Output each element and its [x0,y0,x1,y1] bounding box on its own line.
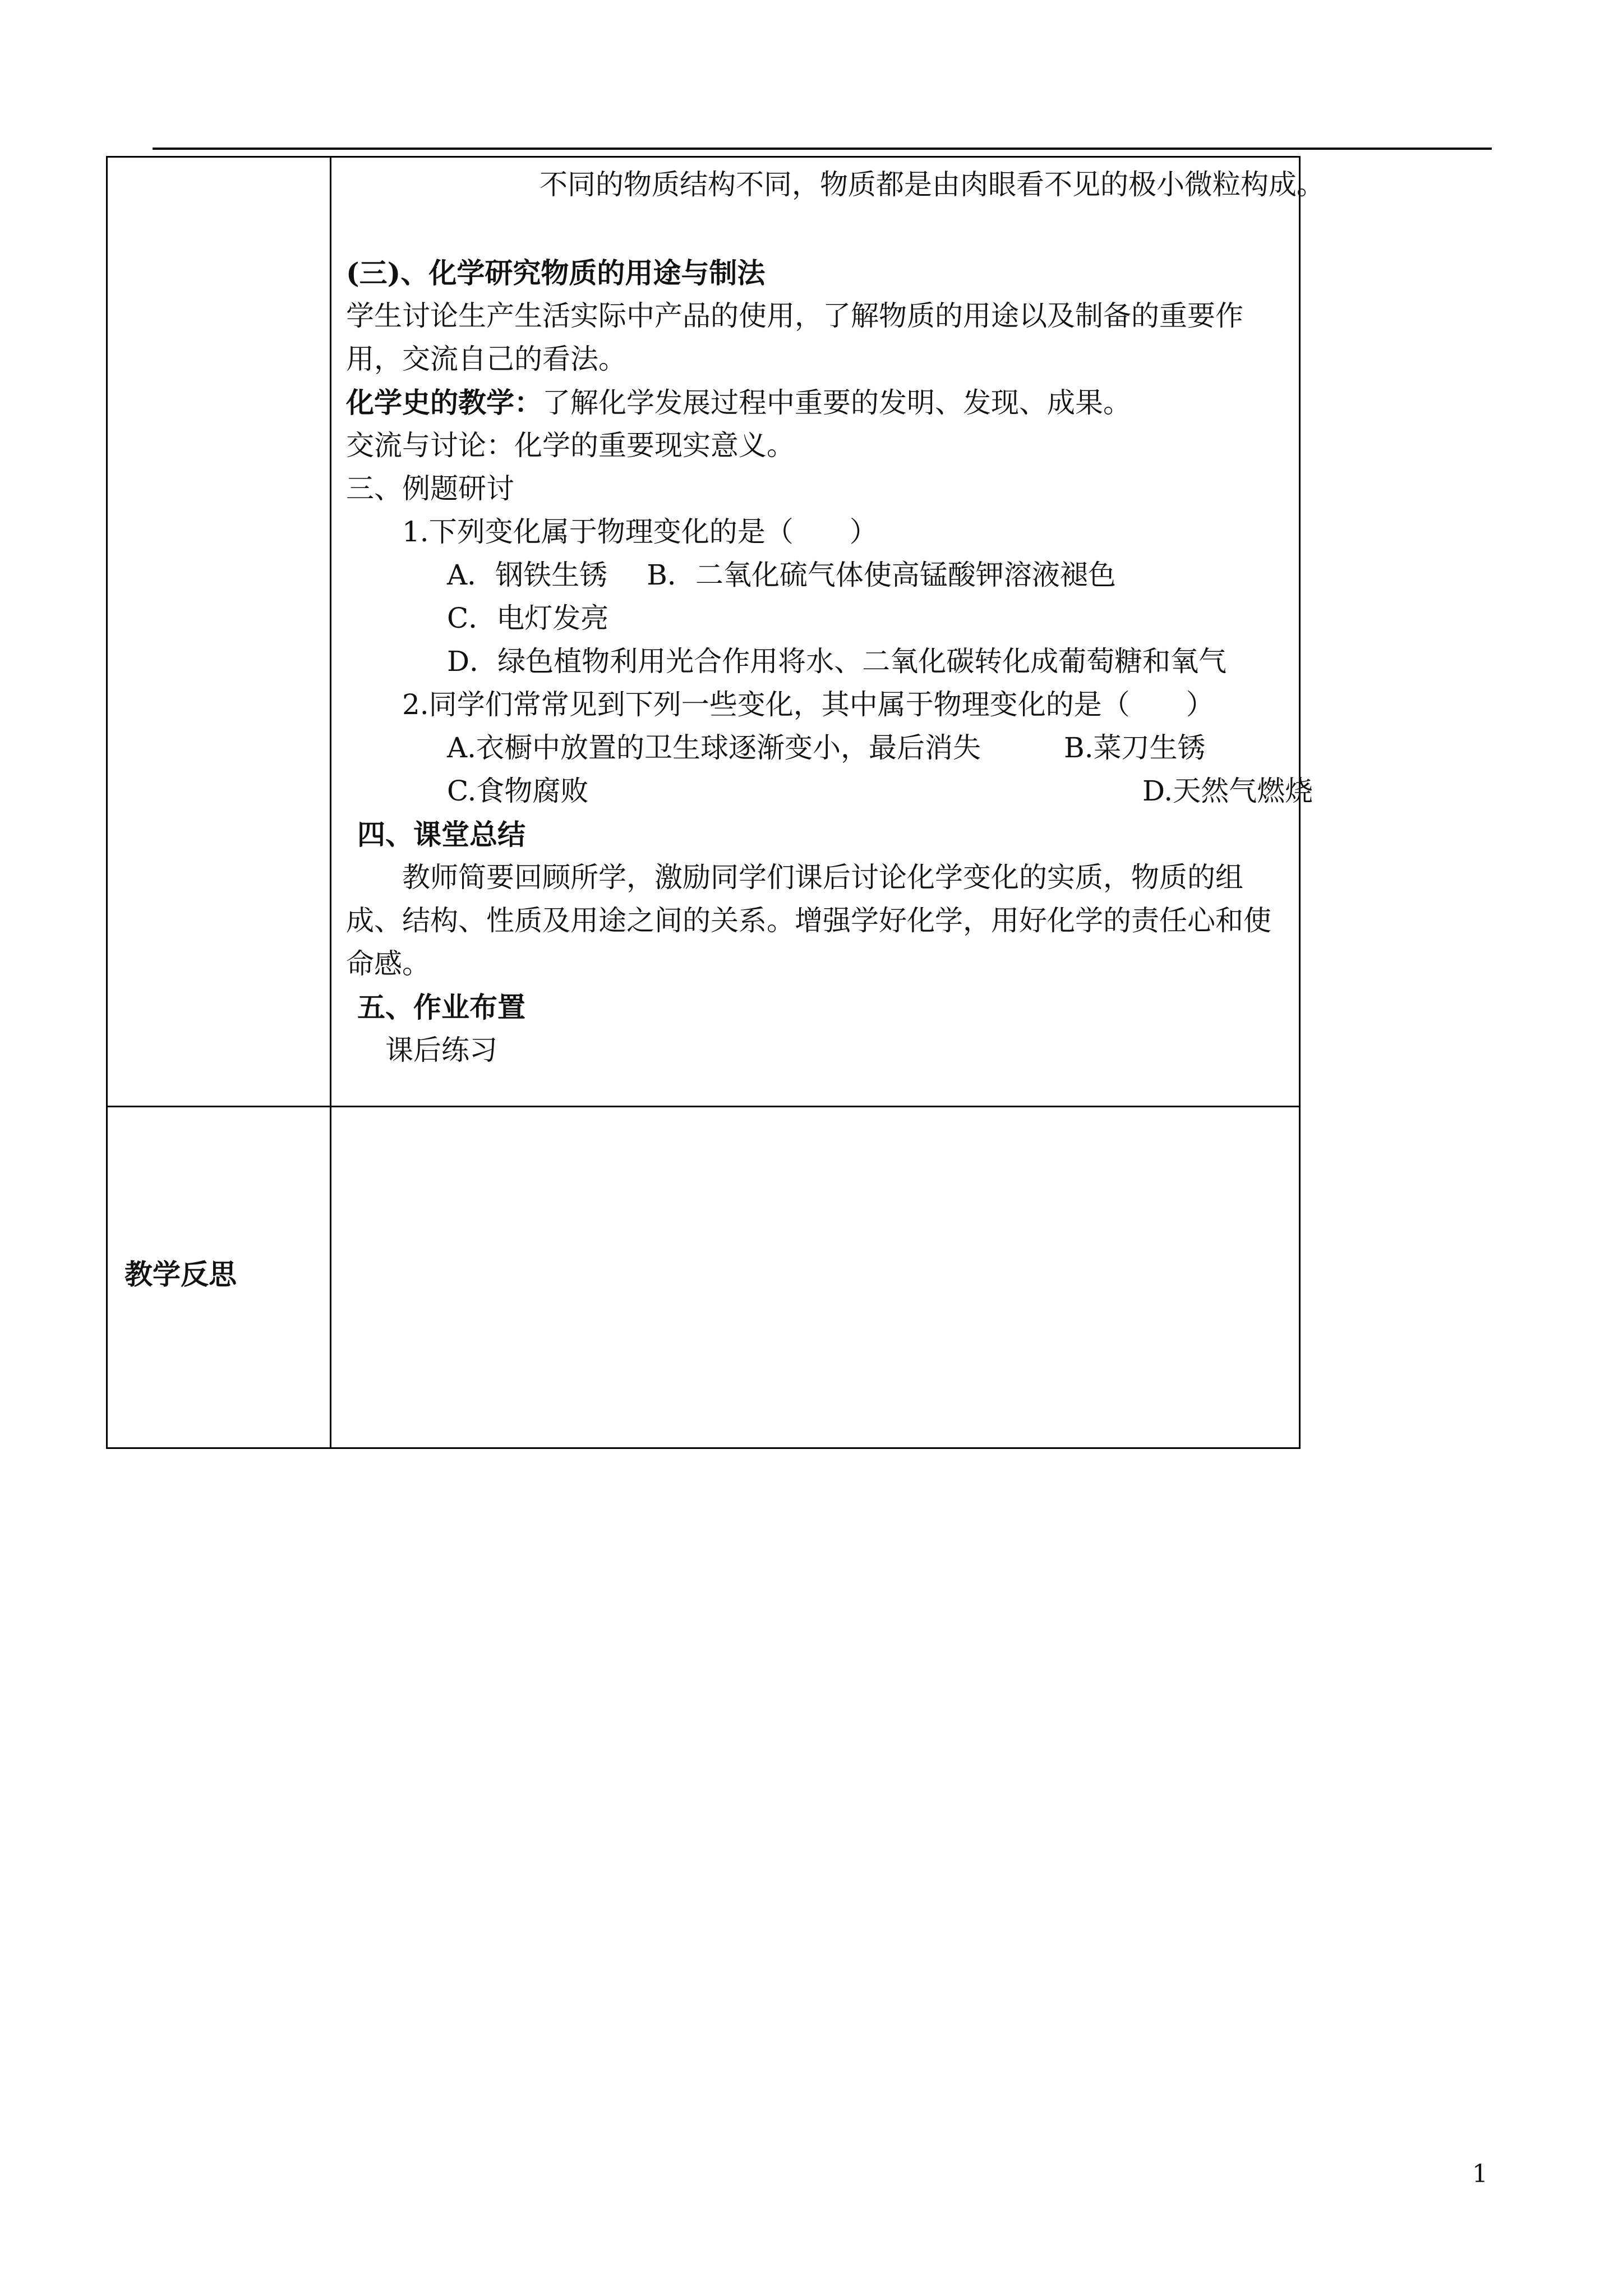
header-rule [153,148,1492,150]
section3-heading: (三)、化学研究物质的用途与制法 [346,256,766,289]
question-2-options-cd [346,770,1322,813]
question-2-option-c: C.食物腐败 [447,775,589,807]
page-number: 1 [1472,2160,1488,2188]
history-label: 化学史的教学： [346,386,542,419]
question-1: 1.下列变化属于物理变化的是（ ） [402,516,878,548]
question-2-options-ab [346,726,1322,770]
history-line [346,381,1322,424]
lesson-table [106,156,1325,1449]
homework-heading: 五、作业布置 [357,991,525,1024]
question-1-options-ab [346,554,1322,597]
structure-line: 不同的物质结构不同，物质都是由肉眼看不见的极小微粒构成。 [540,168,1325,201]
history-text: 了解化学发展过程中重要的发明、发现、成果。 [542,386,1131,419]
discussion-line: 交流与讨论：化学的重要现实意义。 [346,429,795,462]
section3-paragraph: 学生讨论生产生活实际中产品的使用，了解物质的用途以及制备的重要作用，交流自己的看法。 [346,300,1243,375]
summary-paragraph: 教师简要回顾所学，激励同学们课后讨论化学变化的实质，物质的组成、结构、性质及用途之间的关系。增强学好化学，用好化学的责任心和使命感。 [346,861,1271,980]
examples-heading: 三、例题研讨 [346,472,514,505]
summary-heading: 四、课堂总结 [357,818,525,851]
question-2-option-b: B.菜刀生锈 [1064,731,1206,764]
lesson-content [346,163,1325,1072]
homework-text: 课后练习 [385,1034,497,1066]
column-divider [330,158,331,1447]
question-2-option-d: D.天然气燃烧 [1142,775,1313,807]
reflection-label: 教学反思 [125,1258,237,1291]
question-2: 2.同学们常常见到下列一些变化，其中属于物理变化的是（ ） [402,688,1214,721]
question-2-option-a: A.衣橱中放置的卫生球逐渐变小，最后消失 [447,731,981,764]
row-divider [108,1106,1299,1107]
question-1-option-d: D．绿色植物利用光合作用将水、二氧化碳转化成葡萄糖和氧气 [447,645,1227,678]
question-1-option-a: A．钢铁生锈 [447,559,608,591]
question-1-option-c: C．电灯发亮 [447,602,609,634]
question-1-option-b: B．二氧化硫气体使高锰酸钾溶液褪色 [647,559,1116,591]
